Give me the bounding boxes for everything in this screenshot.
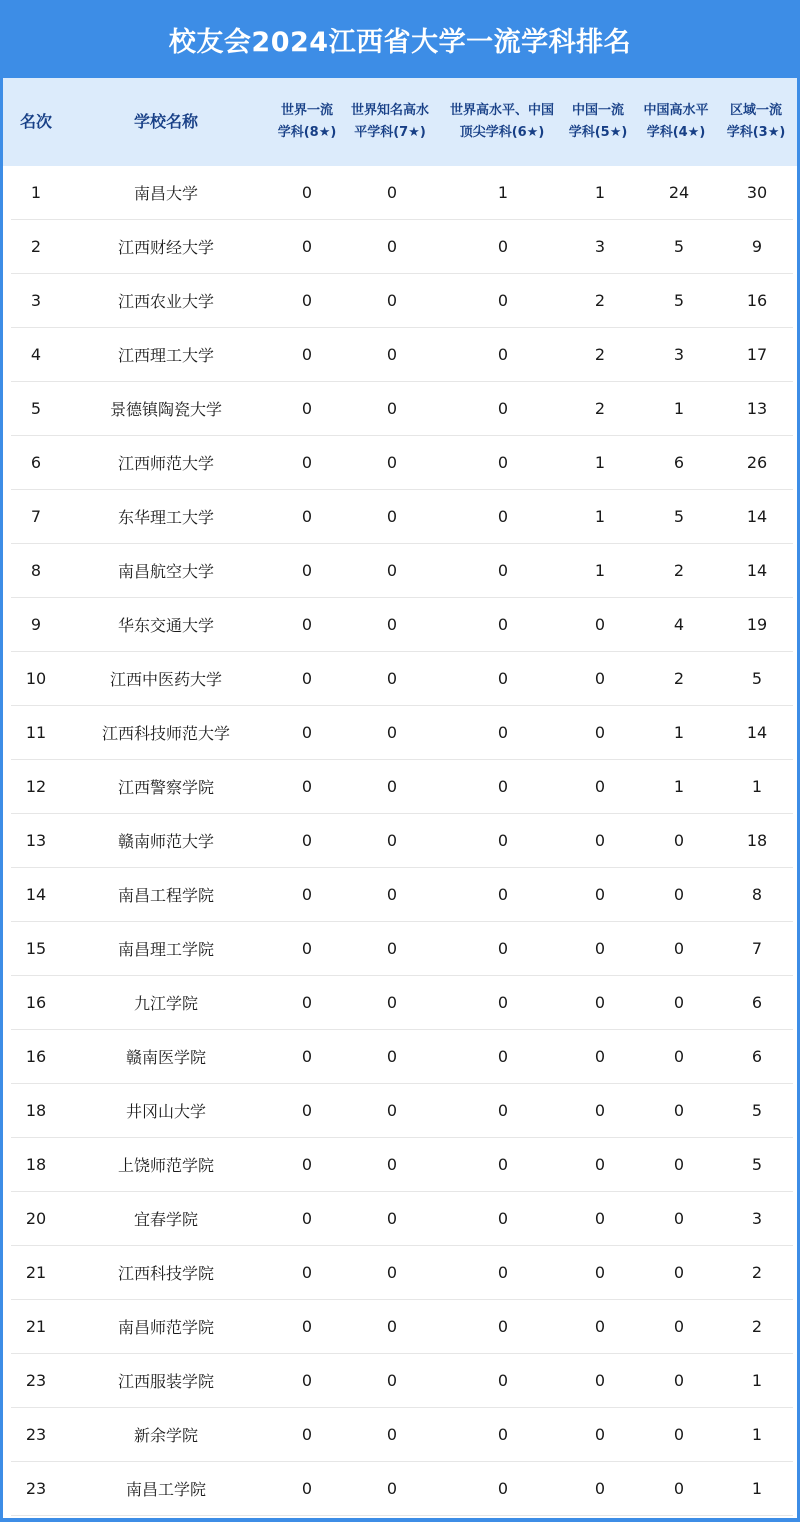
china-high-level-count: 0 bbox=[673, 885, 685, 904]
table-row bbox=[11, 382, 793, 436]
world-first-class-count: 0 bbox=[301, 1209, 313, 1228]
table-row bbox=[11, 490, 793, 544]
school-name-cell: 新余学院 bbox=[133, 1426, 198, 1445]
world-renowned-count: 0 bbox=[386, 399, 398, 418]
china-high-level-count: 0 bbox=[673, 1101, 685, 1120]
table-row bbox=[11, 544, 793, 598]
world-high-level-count: 0 bbox=[497, 561, 509, 580]
rank-cell: 1 bbox=[30, 183, 42, 202]
table-row bbox=[11, 760, 793, 814]
table-row bbox=[11, 220, 793, 274]
regional-first-class-count: 1 bbox=[751, 777, 763, 796]
world-renowned-count: 0 bbox=[386, 939, 398, 958]
school-name-cell: 赣南师范大学 bbox=[117, 832, 214, 851]
world-renowned-count: 0 bbox=[386, 237, 398, 256]
china-high-level-count: 5 bbox=[673, 291, 685, 310]
world-first-class-count: 0 bbox=[301, 1317, 313, 1336]
table-row bbox=[11, 814, 793, 868]
world-renowned-count: 0 bbox=[386, 885, 398, 904]
world-renowned-count: 0 bbox=[386, 1155, 398, 1174]
regional-first-class-count: 19 bbox=[746, 615, 768, 634]
china-high-level-count: 0 bbox=[673, 993, 685, 1012]
world-high-level-count: 0 bbox=[497, 777, 509, 796]
table-row bbox=[11, 1462, 793, 1516]
school-name-cell: 南昌工程学院 bbox=[117, 886, 214, 905]
china-first-class-count: 0 bbox=[594, 723, 606, 742]
world-high-level-count: 0 bbox=[497, 507, 509, 526]
world-first-class-count: 0 bbox=[301, 1101, 313, 1120]
world-renowned-count: 0 bbox=[386, 1479, 398, 1498]
table-row bbox=[11, 922, 793, 976]
world-high-level-count: 0 bbox=[497, 1317, 509, 1336]
world-high-level-count: 0 bbox=[497, 831, 509, 850]
world-first-class-count: 0 bbox=[301, 1155, 313, 1174]
china-high-level-count: 0 bbox=[673, 1155, 685, 1174]
china-first-class-count: 2 bbox=[594, 345, 606, 364]
world-high-level-count: 0 bbox=[497, 615, 509, 634]
school-name-cell: 江西农业大学 bbox=[117, 292, 214, 311]
rank-cell: 4 bbox=[30, 345, 42, 364]
china-first-class-count: 0 bbox=[594, 669, 606, 688]
world-high-level-count: 0 bbox=[497, 453, 509, 472]
world-first-class-count: 0 bbox=[301, 831, 313, 850]
china-high-level-count: 1 bbox=[673, 399, 685, 418]
rank-cell: 20 bbox=[25, 1209, 47, 1228]
world-high-level-count: 0 bbox=[497, 885, 509, 904]
world-renowned-count: 0 bbox=[386, 183, 398, 202]
china-first-class-count: 1 bbox=[594, 561, 606, 580]
china-high-level-count: 0 bbox=[673, 1263, 685, 1282]
china-first-class-count: 2 bbox=[594, 291, 606, 310]
table-row bbox=[11, 598, 793, 652]
china-first-class-count: 0 bbox=[594, 1371, 606, 1390]
rank-cell: 16 bbox=[25, 1047, 47, 1066]
china-first-class-count: 0 bbox=[594, 993, 606, 1012]
china-high-level-count: 5 bbox=[673, 507, 685, 526]
world-high-level-count: 0 bbox=[497, 345, 509, 364]
table-row bbox=[11, 868, 793, 922]
world-first-class-count: 0 bbox=[301, 939, 313, 958]
ranking-table bbox=[3, 78, 797, 1518]
world-high-level-count: 0 bbox=[497, 1101, 509, 1120]
regional-first-class-count: 5 bbox=[751, 669, 763, 688]
regional-first-class-count: 1 bbox=[751, 1425, 763, 1444]
table-row bbox=[11, 274, 793, 328]
rank-cell: 3 bbox=[30, 291, 42, 310]
world-renowned-count: 0 bbox=[386, 1263, 398, 1282]
rank-cell: 23 bbox=[25, 1425, 47, 1444]
world-renowned-count: 0 bbox=[386, 993, 398, 1012]
regional-first-class-count: 14 bbox=[746, 561, 768, 580]
china-first-class-count: 0 bbox=[594, 885, 606, 904]
header-regional-first-class: 区域一流 学科(3★) bbox=[726, 103, 786, 140]
regional-first-class-count: 14 bbox=[746, 507, 768, 526]
china-first-class-count: 0 bbox=[594, 1425, 606, 1444]
world-high-level-count: 0 bbox=[497, 1155, 509, 1174]
world-first-class-count: 0 bbox=[301, 1479, 313, 1498]
china-high-level-count: 0 bbox=[673, 1047, 685, 1066]
china-high-level-count: 2 bbox=[673, 561, 685, 580]
regional-first-class-count: 2 bbox=[751, 1317, 763, 1336]
china-first-class-count: 0 bbox=[594, 1209, 606, 1228]
china-high-level-count: 1 bbox=[673, 777, 685, 796]
school-name-cell: 景德镇陶瓷大学 bbox=[109, 400, 222, 419]
world-first-class-count: 0 bbox=[301, 291, 313, 310]
china-first-class-count: 2 bbox=[594, 399, 606, 418]
regional-first-class-count: 1 bbox=[751, 1479, 763, 1498]
world-renowned-count: 0 bbox=[386, 1209, 398, 1228]
world-renowned-count: 0 bbox=[386, 615, 398, 634]
school-name-cell: 江西服装学院 bbox=[117, 1372, 214, 1391]
world-first-class-count: 0 bbox=[301, 669, 313, 688]
world-renowned-count: 0 bbox=[386, 561, 398, 580]
school-name-cell: 南昌师范学院 bbox=[117, 1318, 214, 1337]
school-name-cell: 南昌工学院 bbox=[125, 1480, 206, 1499]
rank-cell: 21 bbox=[25, 1317, 47, 1336]
world-first-class-count: 0 bbox=[301, 183, 313, 202]
header-world-high-level: 世界高水平、中国 顶尖学科(6★) bbox=[449, 103, 554, 140]
world-high-level-count: 0 bbox=[497, 1209, 509, 1228]
table-row bbox=[11, 1138, 793, 1192]
table-row bbox=[11, 1030, 793, 1084]
school-name-cell: 华东交通大学 bbox=[117, 616, 214, 635]
china-high-level-count: 0 bbox=[673, 1317, 685, 1336]
world-renowned-count: 0 bbox=[386, 777, 398, 796]
school-name-cell: 江西警察学院 bbox=[117, 778, 214, 797]
china-first-class-count: 0 bbox=[594, 1101, 606, 1120]
world-first-class-count: 0 bbox=[301, 1371, 313, 1390]
header-china-high-level: 中国高水平 学科(4★) bbox=[643, 103, 709, 140]
china-first-class-count: 0 bbox=[594, 615, 606, 634]
china-high-level-count: 0 bbox=[673, 1371, 685, 1390]
table-row bbox=[11, 166, 793, 220]
world-first-class-count: 0 bbox=[301, 453, 313, 472]
school-name-cell: 井冈山大学 bbox=[125, 1102, 206, 1121]
regional-first-class-count: 13 bbox=[746, 399, 768, 418]
world-first-class-count: 0 bbox=[301, 399, 313, 418]
world-first-class-count: 0 bbox=[301, 1425, 313, 1444]
china-high-level-count: 4 bbox=[673, 615, 685, 634]
rank-cell: 10 bbox=[25, 669, 47, 688]
china-first-class-count: 0 bbox=[594, 1479, 606, 1498]
header-world-first-class: 世界一流 学科(8★) bbox=[277, 103, 337, 140]
regional-first-class-count: 5 bbox=[751, 1101, 763, 1120]
regional-first-class-count: 6 bbox=[751, 993, 763, 1012]
world-first-class-count: 0 bbox=[301, 615, 313, 634]
rank-cell: 11 bbox=[25, 723, 47, 742]
rank-cell: 7 bbox=[30, 507, 42, 526]
regional-first-class-count: 14 bbox=[746, 723, 768, 742]
regional-first-class-count: 1 bbox=[751, 1371, 763, 1390]
world-first-class-count: 0 bbox=[301, 993, 313, 1012]
world-first-class-count: 0 bbox=[301, 507, 313, 526]
rank-cell: 13 bbox=[25, 831, 47, 850]
rank-cell: 18 bbox=[25, 1101, 47, 1120]
regional-first-class-count: 9 bbox=[751, 237, 763, 256]
table-header bbox=[3, 78, 797, 166]
world-renowned-count: 0 bbox=[386, 1047, 398, 1066]
china-high-level-count: 2 bbox=[673, 669, 685, 688]
regional-first-class-count: 17 bbox=[746, 345, 768, 364]
world-renowned-count: 0 bbox=[386, 831, 398, 850]
regional-first-class-count: 7 bbox=[751, 939, 763, 958]
world-high-level-count: 0 bbox=[497, 669, 509, 688]
regional-first-class-count: 26 bbox=[746, 453, 768, 472]
world-high-level-count: 0 bbox=[497, 237, 509, 256]
world-high-level-count: 1 bbox=[497, 183, 509, 202]
school-name-cell: 江西科技师范大学 bbox=[101, 724, 230, 743]
world-renowned-count: 0 bbox=[386, 507, 398, 526]
header-rank: 名次 bbox=[19, 112, 52, 131]
table-row bbox=[11, 1084, 793, 1138]
china-high-level-count: 0 bbox=[673, 1209, 685, 1228]
regional-first-class-count: 5 bbox=[751, 1155, 763, 1174]
school-name-cell: 上饶师范学院 bbox=[117, 1156, 214, 1175]
rank-cell: 18 bbox=[25, 1155, 47, 1174]
table-row bbox=[11, 436, 793, 490]
china-high-level-count: 1 bbox=[673, 723, 685, 742]
table-row bbox=[11, 1192, 793, 1246]
china-first-class-count: 0 bbox=[594, 777, 606, 796]
china-first-class-count: 0 bbox=[594, 1155, 606, 1174]
china-first-class-count: 1 bbox=[594, 507, 606, 526]
table-row bbox=[11, 1246, 793, 1300]
header-china-first-class: 中国一流 学科(5★) bbox=[568, 103, 628, 140]
world-first-class-count: 0 bbox=[301, 345, 313, 364]
school-name-cell: 南昌理工学院 bbox=[117, 940, 214, 959]
world-high-level-count: 0 bbox=[497, 723, 509, 742]
rank-cell: 23 bbox=[25, 1371, 47, 1390]
world-renowned-count: 0 bbox=[386, 1317, 398, 1336]
world-high-level-count: 0 bbox=[497, 1479, 509, 1498]
rank-cell: 14 bbox=[25, 885, 47, 904]
china-high-level-count: 3 bbox=[673, 345, 685, 364]
regional-first-class-count: 16 bbox=[746, 291, 768, 310]
china-high-level-count: 0 bbox=[673, 831, 685, 850]
world-high-level-count: 0 bbox=[497, 939, 509, 958]
world-renowned-count: 0 bbox=[386, 453, 398, 472]
rank-cell: 9 bbox=[30, 615, 42, 634]
world-renowned-count: 0 bbox=[386, 1371, 398, 1390]
world-high-level-count: 0 bbox=[497, 993, 509, 1012]
china-high-level-count: 0 bbox=[673, 1425, 685, 1444]
page-title: 校友会2024江西省大学一流学科排名 bbox=[168, 26, 632, 58]
world-high-level-count: 0 bbox=[497, 1263, 509, 1282]
china-high-level-count: 24 bbox=[668, 183, 690, 202]
world-first-class-count: 0 bbox=[301, 777, 313, 796]
school-name-cell: 宜春学院 bbox=[133, 1210, 198, 1229]
table-row bbox=[11, 1300, 793, 1354]
world-high-level-count: 0 bbox=[497, 399, 509, 418]
china-first-class-count: 0 bbox=[594, 1317, 606, 1336]
world-renowned-count: 0 bbox=[386, 291, 398, 310]
world-high-level-count: 0 bbox=[497, 1371, 509, 1390]
school-name-cell: 江西财经大学 bbox=[117, 238, 214, 257]
school-name-cell: 赣南医学院 bbox=[125, 1048, 206, 1067]
table-row bbox=[11, 706, 793, 760]
world-first-class-count: 0 bbox=[301, 561, 313, 580]
world-first-class-count: 0 bbox=[301, 1047, 313, 1066]
rank-cell: 23 bbox=[25, 1479, 47, 1498]
china-first-class-count: 1 bbox=[594, 453, 606, 472]
china-first-class-count: 0 bbox=[594, 1047, 606, 1066]
school-name-cell: 江西中医药大学 bbox=[109, 670, 222, 689]
china-first-class-count: 3 bbox=[594, 237, 606, 256]
rank-cell: 5 bbox=[30, 399, 42, 418]
world-renowned-count: 0 bbox=[386, 1101, 398, 1120]
regional-first-class-count: 2 bbox=[751, 1263, 763, 1282]
regional-first-class-count: 3 bbox=[751, 1209, 763, 1228]
world-renowned-count: 0 bbox=[386, 1425, 398, 1444]
table-row bbox=[11, 976, 793, 1030]
school-name-cell: 南昌大学 bbox=[133, 184, 198, 203]
world-first-class-count: 0 bbox=[301, 885, 313, 904]
school-name-cell: 九江学院 bbox=[133, 994, 198, 1013]
rank-cell: 16 bbox=[25, 993, 47, 1012]
rank-cell: 12 bbox=[25, 777, 47, 796]
school-name-cell: 江西理工大学 bbox=[117, 346, 214, 365]
table-row bbox=[11, 1354, 793, 1408]
world-high-level-count: 0 bbox=[497, 1047, 509, 1066]
rank-cell: 8 bbox=[30, 561, 42, 580]
world-renowned-count: 0 bbox=[386, 669, 398, 688]
school-name-cell: 南昌航空大学 bbox=[117, 562, 214, 581]
world-high-level-count: 0 bbox=[497, 1425, 509, 1444]
school-name-cell: 东华理工大学 bbox=[117, 508, 214, 527]
china-high-level-count: 0 bbox=[673, 1479, 685, 1498]
table-row bbox=[11, 328, 793, 382]
china-first-class-count: 0 bbox=[594, 939, 606, 958]
world-renowned-count: 0 bbox=[386, 723, 398, 742]
world-first-class-count: 0 bbox=[301, 723, 313, 742]
china-first-class-count: 0 bbox=[594, 1263, 606, 1282]
regional-first-class-count: 8 bbox=[751, 885, 763, 904]
china-first-class-count: 0 bbox=[594, 831, 606, 850]
rank-cell: 2 bbox=[30, 237, 42, 256]
rank-cell: 15 bbox=[25, 939, 47, 958]
world-high-level-count: 0 bbox=[497, 291, 509, 310]
school-name-cell: 江西科技学院 bbox=[117, 1264, 214, 1283]
header-school: 学校名称 bbox=[133, 112, 198, 131]
china-high-level-count: 5 bbox=[673, 237, 685, 256]
china-high-level-count: 0 bbox=[673, 939, 685, 958]
china-first-class-count: 1 bbox=[594, 183, 606, 202]
world-first-class-count: 0 bbox=[301, 237, 313, 256]
school-name-cell: 江西师范大学 bbox=[117, 454, 214, 473]
rank-cell: 6 bbox=[30, 453, 42, 472]
rank-cell: 21 bbox=[25, 1263, 47, 1282]
china-high-level-count: 6 bbox=[673, 453, 685, 472]
regional-first-class-count: 18 bbox=[746, 831, 768, 850]
regional-first-class-count: 6 bbox=[751, 1047, 763, 1066]
regional-first-class-count: 30 bbox=[746, 183, 768, 202]
world-renowned-count: 0 bbox=[386, 345, 398, 364]
world-first-class-count: 0 bbox=[301, 1263, 313, 1282]
table-row bbox=[11, 1408, 793, 1462]
table-row bbox=[11, 652, 793, 706]
header-world-renowned: 世界知名高水 平学科(7★) bbox=[350, 103, 429, 140]
